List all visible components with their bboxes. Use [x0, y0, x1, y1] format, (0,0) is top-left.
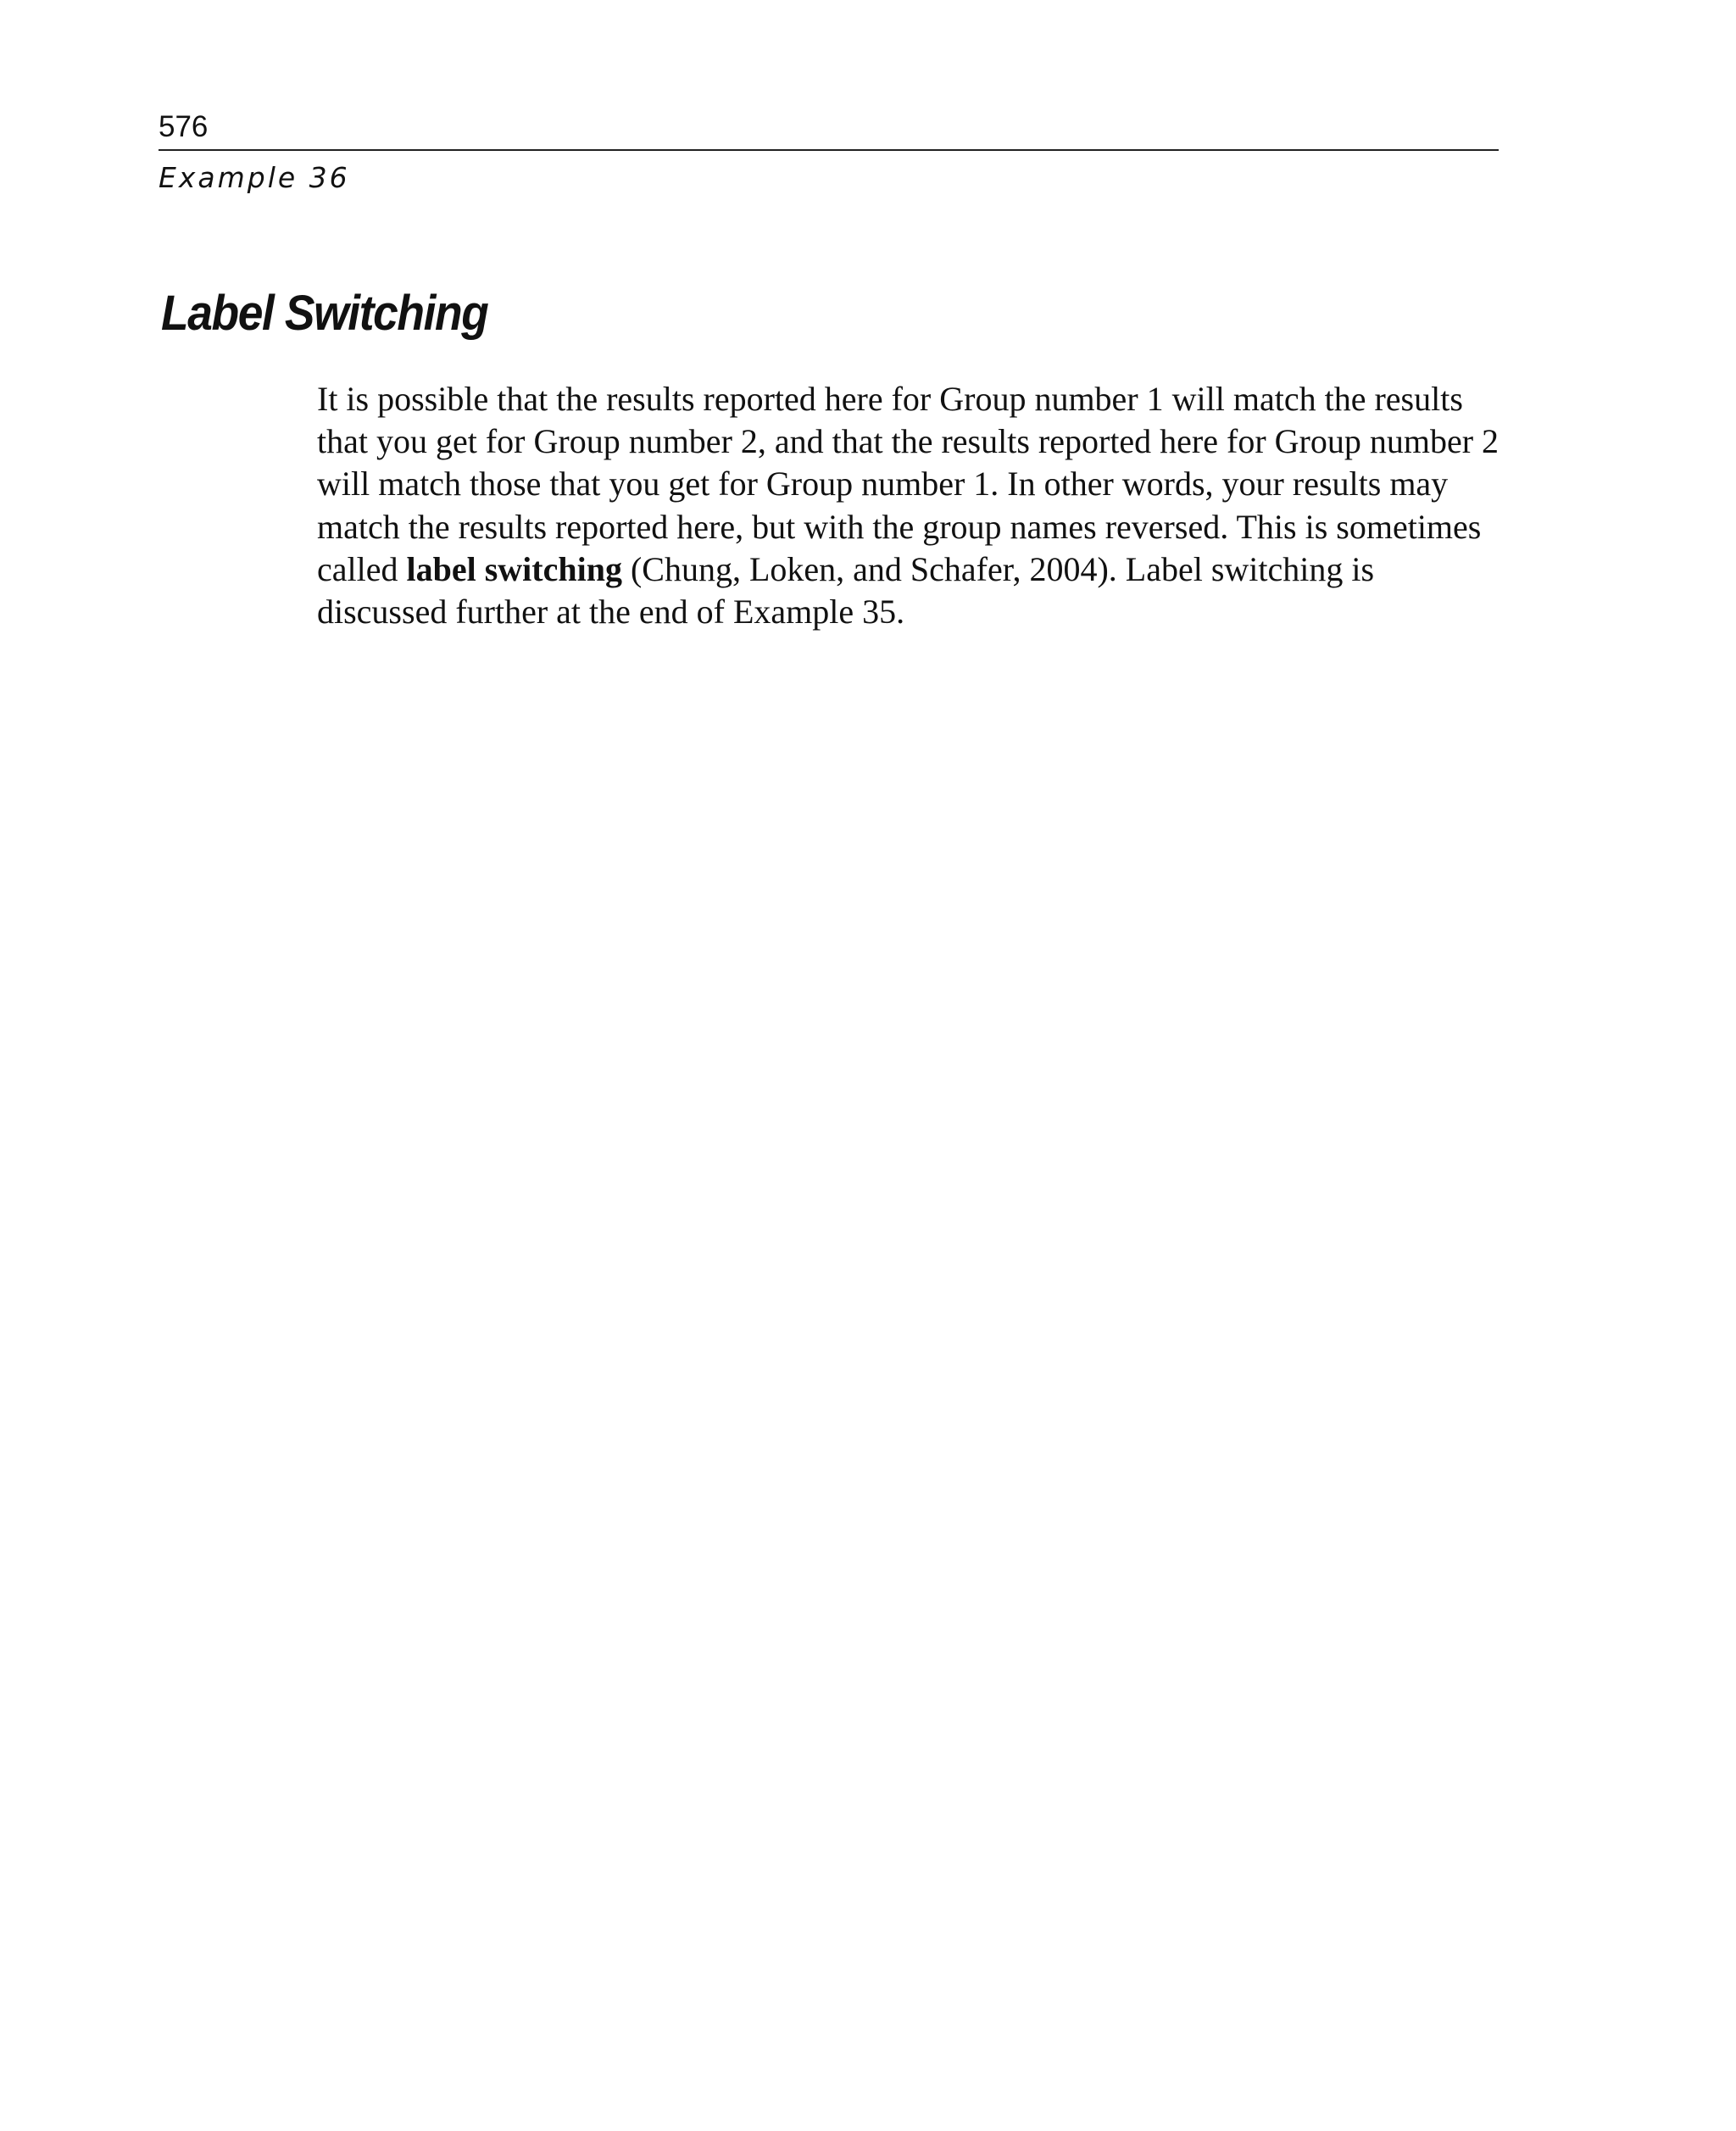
body-paragraph [317, 378, 1504, 633]
section-title: Label Switching [161, 286, 488, 341]
page-number: 576 [159, 110, 209, 143]
running-head: Example 36 [159, 161, 350, 194]
header-divider [159, 149, 1499, 151]
paragraph-text-part2: (Chung, Loken, and Schafer, 2004). Label switching is discussed further at the end of Example 35. [317, 549, 1375, 632]
paragraph-text-part1: It is possible that the results reported here for Group number 1 will match the results that you get for Group number 2, and that the results reported here for Group number 2 will match those that you get for Group number 1. In other words, your results may match the results reported here, but with the group names reversed. This is sometimes called [317, 380, 1500, 588]
defined-term: label switching [406, 549, 622, 588]
